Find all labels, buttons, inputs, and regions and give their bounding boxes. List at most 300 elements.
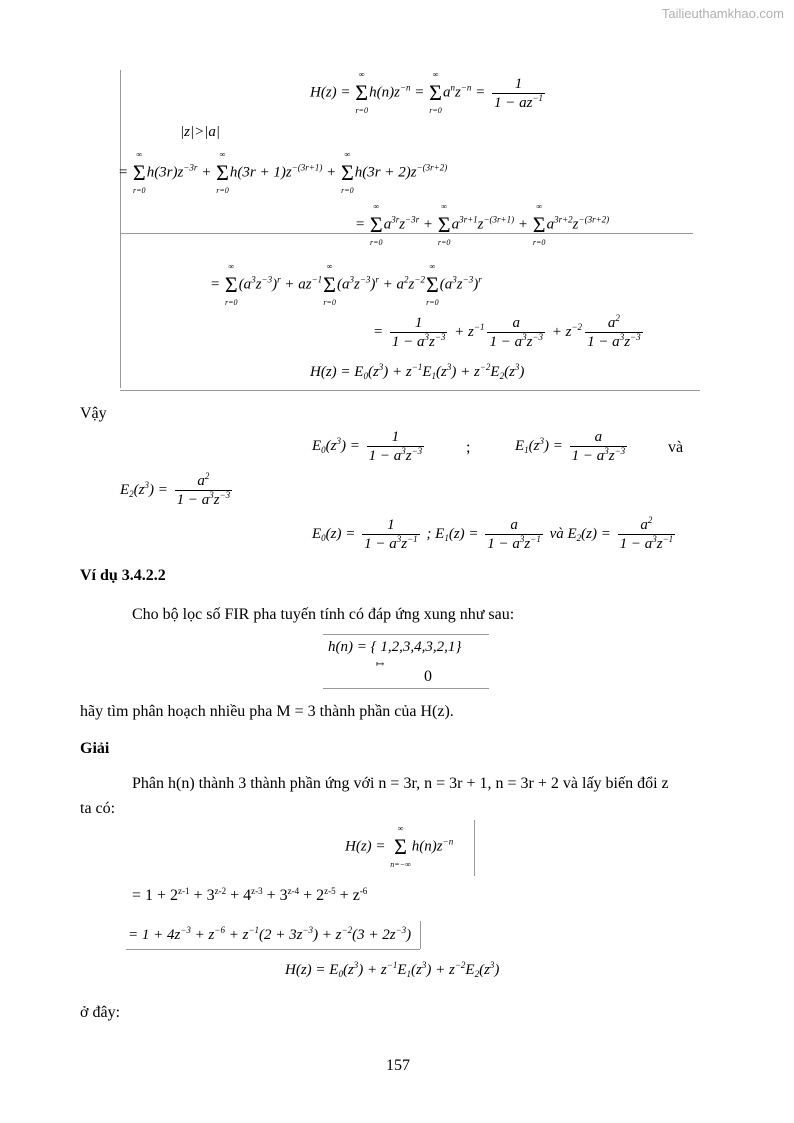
subscript: 0 [338, 969, 343, 979]
va-label: và [668, 439, 684, 456]
math-text: H(z) = [345, 838, 390, 855]
superscript: −6 [214, 925, 225, 935]
math-text: ) + z [426, 962, 455, 978]
math-text: + [419, 216, 437, 233]
denominator [390, 332, 448, 351]
math-text: a [197, 473, 205, 489]
math-text: z [608, 448, 615, 464]
math-text: ) + z [358, 962, 387, 978]
math-text: z [255, 276, 262, 293]
superscript: −1 [407, 534, 418, 544]
hn-top-line [323, 634, 489, 635]
superscript: z-5 [324, 886, 336, 896]
math-text: (z [528, 437, 540, 454]
sum-lower-limit: r=0 [426, 298, 439, 307]
sum-lower-limit: r=0 [429, 106, 442, 115]
fraction [618, 516, 676, 553]
semicolon: ; [466, 439, 471, 456]
summation-symbol [429, 70, 442, 116]
math-text: + z [224, 927, 249, 943]
superscript: −n [442, 836, 454, 847]
superscript: −(3r+1) [291, 162, 323, 173]
sigma-glyph: Σ [532, 212, 546, 237]
math-text: z [656, 536, 663, 552]
superscript: 3 [353, 960, 359, 970]
math-text: h(3r + 2)z [354, 164, 417, 181]
superscript: r [478, 274, 482, 285]
superscript: −1 [386, 960, 398, 970]
math-text: (a [238, 276, 252, 293]
denominator [618, 534, 676, 553]
superscript: z-3 [251, 886, 263, 896]
superscript: −2 [571, 321, 583, 332]
math-text: h(n)z [369, 84, 400, 101]
math-text: E [120, 481, 130, 498]
task-text: hãy tìm phân hoạch nhiều pha M = 3 thành phần của H(z). [80, 703, 454, 720]
superscript: −1 [311, 274, 323, 285]
summation-symbol [341, 150, 354, 196]
math-text: (z [436, 364, 447, 380]
math-text: E [490, 364, 500, 380]
fraction [175, 472, 233, 509]
superscript: 3r+1 [459, 214, 478, 225]
math-text: (z) = [448, 525, 483, 542]
summation-symbol [390, 824, 411, 870]
math-text: (a [439, 276, 453, 293]
sigma-glyph: Σ [355, 80, 369, 105]
math-text: 1 [387, 517, 395, 533]
superscript: 3 [519, 534, 525, 544]
math-text: a [442, 84, 451, 101]
superscript: 3 [539, 435, 545, 446]
sum-upper-limit: ∞ [219, 150, 226, 159]
sum-lower-limit: r=0 [341, 186, 354, 195]
superscript: −1 [473, 321, 485, 332]
equation-hz-sum [345, 824, 453, 870]
math-text: ) = [544, 437, 567, 454]
superscript: −(3r+2) [416, 162, 448, 173]
math-text: z [213, 492, 220, 508]
superscript: 3 [424, 332, 429, 342]
superscript: 3 [619, 332, 625, 342]
math-text: + [197, 164, 216, 181]
sum-lower-limit: r=0 [355, 106, 368, 115]
sum-lower-limit: r=0 [437, 238, 451, 247]
math-text: 1 [391, 429, 400, 445]
subscript: 2 [129, 488, 134, 499]
math-text: 1 − a [487, 536, 520, 552]
sum-lower-limit: n=−∞ [390, 860, 411, 869]
math-text: ) + z [313, 927, 342, 943]
math-text: = [471, 84, 489, 101]
superscript: −3 [219, 490, 231, 500]
math-text: = [410, 84, 429, 101]
sum-upper-limit: ∞ [326, 262, 333, 271]
math-text: z [477, 216, 484, 233]
math-text: 1 − a [176, 492, 210, 508]
sum-lower-limit: r=0 [370, 238, 383, 247]
superscript: −3 [434, 332, 446, 342]
math-text: |z|>|a| [180, 124, 220, 140]
superscript: −3 [462, 274, 474, 285]
math-text: z [353, 276, 360, 293]
superscript: 3 [209, 490, 214, 500]
summation-symbol [355, 70, 368, 116]
sum-upper-limit: ∞ [373, 202, 380, 211]
numerator [413, 314, 425, 332]
math-text: ; E [422, 525, 445, 542]
superscript: 3 [489, 960, 495, 970]
sigma-glyph: Σ [216, 160, 229, 185]
math-text: (z [133, 481, 145, 498]
superscript: −2 [479, 362, 491, 372]
equation-hz-definition [310, 70, 548, 116]
superscript: −3 [395, 925, 407, 935]
denominator [492, 93, 545, 112]
fraction [367, 428, 425, 465]
superscript: 3 [421, 960, 427, 970]
math-text: H(z) = [310, 84, 355, 101]
grouped-bottom-line [126, 949, 420, 950]
fraction [492, 75, 545, 112]
equation-grouped [128, 925, 411, 945]
subscript: 1 [524, 444, 529, 455]
equation-polyphase-sum [118, 150, 447, 196]
math-text: z [408, 276, 415, 293]
superscript: 2 [615, 313, 620, 323]
math-text: (z [504, 364, 515, 380]
superscript: −2 [341, 925, 353, 935]
sum-upper-limit: ∞ [358, 70, 365, 79]
equation-geometric-sum [210, 262, 482, 308]
math-text: 1 − a [391, 334, 425, 350]
fraction [485, 516, 543, 553]
superscript: −3 [532, 332, 544, 342]
math-text: + 3 [189, 887, 215, 904]
sigma-glyph: Σ [429, 80, 442, 105]
denominator [485, 534, 543, 553]
summation-symbol [370, 202, 383, 248]
superscript: 3r+2 [554, 214, 573, 225]
superscript: −2 [414, 274, 425, 285]
equation-e1-z3 [515, 428, 630, 465]
superscript: 3 [514, 362, 520, 372]
superscript: −1 [662, 534, 674, 544]
superscript: 3 [349, 274, 354, 285]
superscript: 3 [336, 435, 342, 446]
math-text: + z [335, 887, 360, 904]
convergence-condition [180, 122, 220, 142]
equation-closed-form [373, 314, 646, 351]
math-text: E [312, 437, 322, 454]
subscript: 1 [431, 371, 437, 381]
math-text: a [512, 315, 520, 331]
math-text: (z) = [581, 525, 615, 542]
math-text: + z [548, 323, 572, 340]
summation-symbol [438, 202, 451, 248]
math-text: ) [519, 364, 525, 380]
math-text: z [572, 216, 579, 233]
math-text: + 2 [299, 887, 325, 904]
superscript: 3 [378, 362, 384, 372]
superscript: −3 [180, 925, 191, 935]
math-text: + [514, 216, 532, 233]
superscript: 3 [401, 446, 406, 456]
sum-upper-limit: ∞ [136, 150, 143, 159]
superscript: −(3r+1) [483, 214, 515, 225]
math-text: 1 − a [587, 334, 620, 350]
denominator [570, 446, 628, 465]
superscript: 3 [522, 332, 527, 342]
math-text: z [524, 536, 531, 552]
superscript: r [277, 274, 281, 285]
math-text: h(3r + 1)z [229, 164, 292, 181]
math-text: z [456, 276, 463, 293]
numerator [390, 428, 402, 446]
math-text: a [383, 216, 392, 233]
math-text: (z [479, 962, 490, 978]
equation-e0-z3 [312, 428, 427, 465]
math-text: ) [494, 962, 500, 978]
sigma-glyph: Σ [394, 834, 407, 859]
sum-lower-limit: r=0 [216, 186, 229, 195]
superscript: 3 [452, 274, 457, 285]
math-text: E [397, 962, 407, 978]
hn-bottom-line [323, 688, 489, 689]
superscript: −(3r+2) [578, 214, 610, 225]
numerator [195, 472, 211, 490]
math-text: và E [545, 525, 577, 542]
math-text: + 3 [262, 887, 288, 904]
equation-e2-z3 [120, 472, 235, 509]
superscript: −3 [302, 925, 314, 935]
superscript: −3 [411, 446, 423, 456]
vay-label: Vậy [80, 405, 107, 422]
o-day-label: ở đây: [80, 1004, 121, 1021]
math-text: a [510, 517, 518, 533]
math-text: = 1 + 2 [132, 887, 179, 904]
sigma-glyph: Σ [340, 160, 354, 185]
math-text: + 4 [226, 887, 252, 904]
math-text: 1 − a [619, 536, 653, 552]
superscript: −3 [614, 446, 626, 456]
page-number: 157 [386, 1057, 410, 1074]
fraction [570, 428, 628, 465]
summation-symbol [225, 262, 238, 308]
math-text: = [118, 164, 132, 181]
subscript: 0 [321, 444, 326, 455]
superscript: 2 [404, 274, 409, 285]
math-text: E [422, 364, 432, 380]
eq-right-line [474, 820, 475, 876]
superscript: −3r [405, 214, 420, 225]
superscript: n [450, 82, 455, 93]
subscript: 2 [474, 969, 480, 979]
fraction [585, 314, 643, 351]
watermark: Tailieuthamkhao.com [661, 6, 784, 21]
box-left-border [120, 70, 121, 388]
math-text: ) + z [451, 364, 480, 380]
math-text: 1 − a [489, 334, 523, 350]
sigma-glyph: Σ [437, 212, 451, 237]
fraction [362, 516, 420, 553]
math-text: a [451, 216, 460, 233]
math-text: + [322, 164, 340, 181]
summation-symbol [216, 150, 229, 196]
numerator [606, 314, 622, 332]
equation-polyphase [285, 960, 499, 980]
sum-upper-limit: ∞ [429, 262, 436, 271]
math-text: = [210, 276, 224, 293]
sum-lower-limit: r=0 [133, 186, 146, 195]
sum-upper-limit: ∞ [228, 262, 235, 271]
example-heading: Ví dụ 3.4.2.2 [80, 567, 166, 584]
origin-arrow: ↦ [376, 659, 385, 670]
sigma-glyph: Σ [369, 212, 383, 237]
superscript: −1 [532, 92, 544, 103]
math-text: H(z) = E [285, 962, 339, 978]
box-bottom-border [120, 390, 700, 391]
math-text: = [373, 323, 387, 340]
math-text: z [401, 536, 408, 552]
equation-power-sum [355, 202, 609, 248]
subscript: 2 [576, 532, 582, 543]
denominator [585, 332, 643, 351]
example-intro: Cho bộ lọc số FIR pha tuyến tính có đáp ứng xung như sau: [132, 606, 515, 623]
superscript: −n [399, 82, 411, 93]
math-text: (z [342, 962, 354, 978]
math-text: z [526, 334, 533, 350]
math-text: (z) = [325, 525, 360, 542]
subscript: 0 [321, 532, 326, 543]
numerator [638, 516, 654, 534]
math-text: ) = [341, 437, 364, 454]
summation-symbol [426, 262, 439, 308]
superscript: z-4 [287, 886, 300, 896]
summation-symbol [133, 150, 146, 196]
superscript: −3 [630, 332, 641, 342]
summation-symbol [323, 262, 336, 308]
superscript: z-1 [178, 886, 190, 896]
sum-lower-limit: r=0 [225, 298, 238, 307]
sum-upper-limit: ∞ [536, 202, 543, 211]
superscript: −1 [411, 362, 423, 372]
math-text: ) [473, 276, 479, 293]
math-text: h(n) = { 1,2,3,4,3,2,1} [328, 639, 462, 655]
numerator [385, 516, 397, 534]
math-text: 1 − a [364, 536, 397, 552]
math-text: + z [190, 927, 215, 943]
math-text: 1 − az [494, 94, 533, 111]
math-text: a [640, 517, 648, 533]
solution-line-2: ta có: [80, 800, 116, 817]
superscript: −3 [261, 274, 273, 285]
fraction [487, 314, 545, 351]
math-text: = [355, 216, 369, 233]
superscript: 3 [396, 534, 402, 544]
math-text: ) [272, 276, 278, 293]
math-text: + z [450, 323, 474, 340]
math-text: a [607, 315, 616, 331]
denominator [362, 534, 420, 553]
subscript: 1 [406, 969, 412, 979]
math-text: (3 + 2z [352, 927, 396, 943]
math-text: E [312, 525, 322, 542]
sum-lower-limit: r=0 [323, 298, 336, 307]
math-text: 1 − a [368, 448, 402, 464]
superscript: -6 [359, 886, 368, 896]
math-text: ) [370, 276, 376, 293]
solution-line-1: Phân h(n) thành 3 thành phần ứng với n = 3r, n = 3r + 1, n = 3r + 2 và lấy biến đổi z [132, 775, 669, 792]
origin-zero: 0 [424, 668, 432, 685]
superscript: −1 [530, 534, 541, 544]
math-text: a [594, 429, 603, 445]
math-text: + a [378, 276, 405, 293]
sigma-glyph: Σ [224, 272, 238, 297]
subscript: 2 [499, 371, 505, 381]
subscript: 1 [444, 532, 449, 543]
numerator [508, 516, 520, 534]
superscript: 3 [604, 446, 609, 456]
superscript: 3 [652, 534, 657, 544]
sum-upper-limit: ∞ [397, 824, 404, 833]
impulse-response [328, 637, 461, 657]
fraction [390, 314, 448, 351]
math-text: h(n)z [411, 838, 443, 855]
subscript: 0 [363, 371, 368, 381]
denominator [175, 490, 233, 509]
sigma-glyph: Σ [323, 272, 336, 297]
equation-expansion [132, 886, 367, 906]
superscript: −1 [248, 925, 260, 935]
superscript: −2 [454, 960, 466, 970]
math-text: E [515, 437, 525, 454]
sigma-glyph: Σ [132, 160, 146, 185]
sum-upper-limit: ∞ [432, 70, 439, 79]
sum-upper-limit: ∞ [441, 202, 447, 211]
math-text: z [405, 448, 412, 464]
math-text: (z [367, 364, 379, 380]
denominator [367, 446, 425, 465]
math-text: ) = [149, 481, 172, 498]
numerator [593, 428, 605, 446]
math-text: H(z) = E [310, 364, 364, 380]
equation-polyphase-result [310, 362, 524, 382]
superscript: 3 [446, 362, 452, 372]
math-text: z [399, 216, 406, 233]
superscript: 3r [391, 214, 400, 225]
math-text: z [429, 334, 435, 350]
superscript: 3 [144, 479, 150, 490]
superscript: −n [460, 82, 472, 93]
math-text: a [546, 216, 555, 233]
equation-ez-line [312, 516, 678, 553]
superscript: 3 [251, 274, 256, 285]
solution-heading: Giải [80, 740, 110, 757]
math-text: (2 + 3z [259, 927, 303, 943]
math-text: 1 [414, 315, 423, 331]
math-text: + az [280, 276, 312, 293]
summation-symbol [533, 202, 546, 248]
math-text: ) [406, 927, 412, 943]
math-text: z [454, 84, 461, 101]
math-text: h(3r)z [146, 164, 184, 181]
math-text: 1 [514, 75, 523, 92]
math-text: ) + z [383, 364, 412, 380]
superscript: −3r [183, 162, 198, 173]
math-text: 1 − a [571, 448, 605, 464]
sum-upper-limit: ∞ [344, 150, 351, 159]
